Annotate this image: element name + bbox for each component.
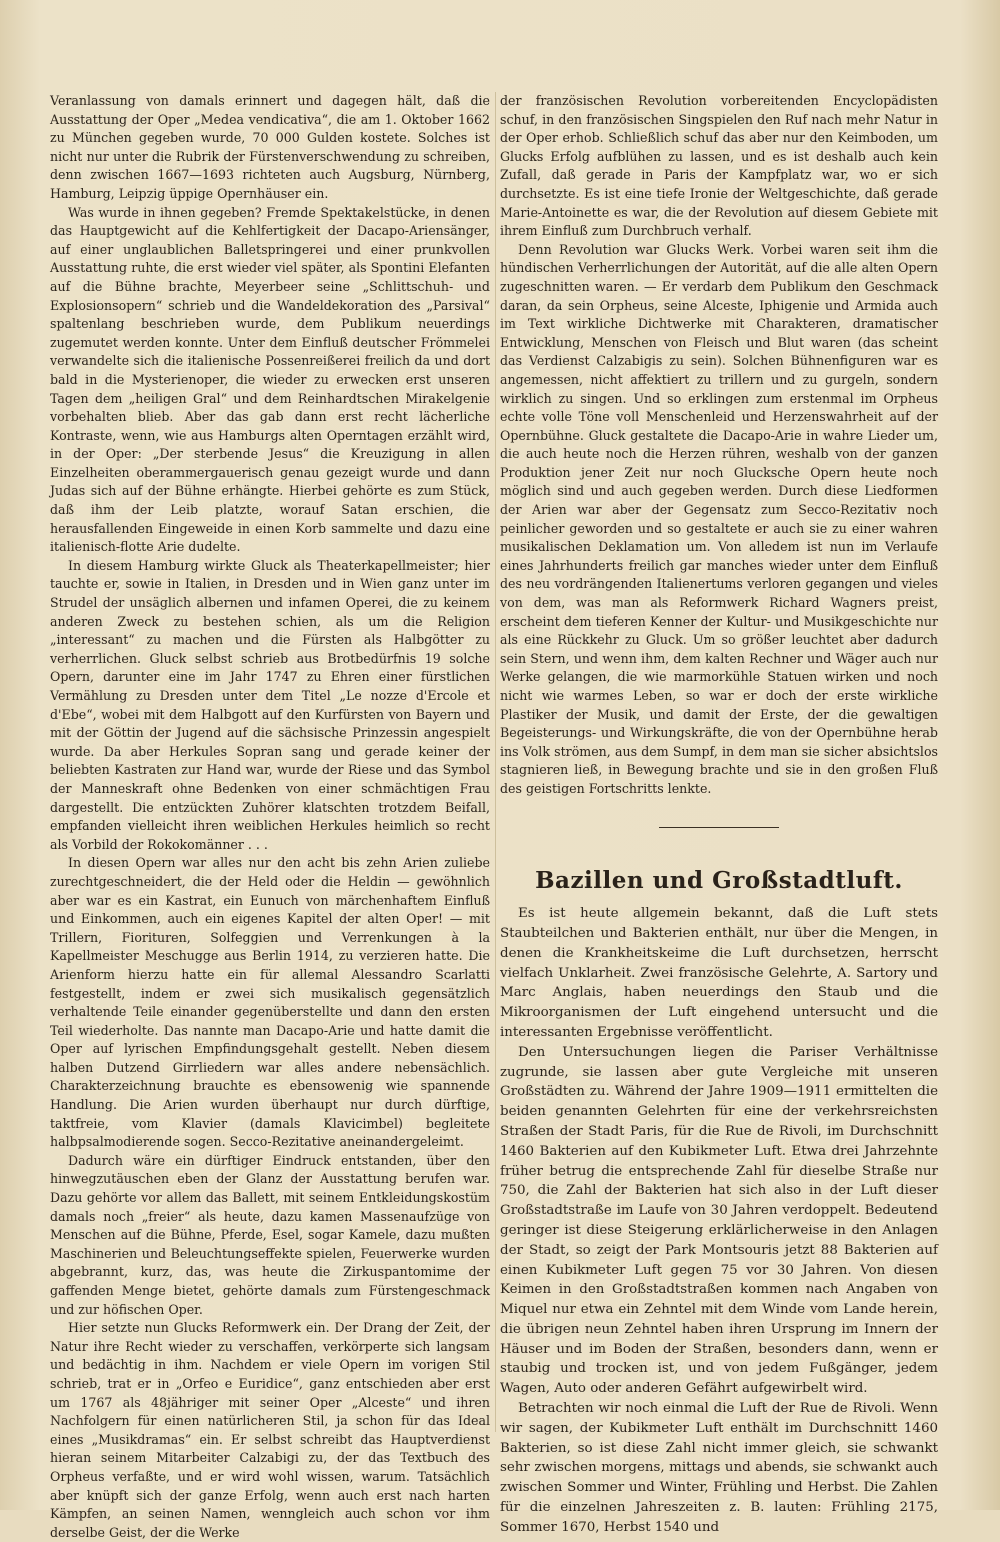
article-headline: Bazillen und Großstadtluft. bbox=[535, 866, 903, 894]
section-divider bbox=[659, 827, 779, 828]
left-paragraph-4: In diesen Opern war alles nur den acht bis zehn Arien zuliebe zurechtgeschneidert, die der Held oder die Heldin — gewöhnlich aber war es ein Kastrat, ein Eunuch von märchenhaftem Einfluß und Einkommen, auch ein eigenes Kapitel der alten Oper! — mit Trillern, Fiorituren, Solfeggien und Verrenkungen à la Kapellmeister Meschugge aus Berlin 1914, zu verzieren hatte. Die Arienform hierzu hatte ein für allemal Alessandro Scarlatti festgestellt, indem er zwei sich musikalisch gegensätzlich verhaltende Teile einander gegenüberstellte und dann den ersten Teil wiederholte. Das nannte man Dacapo-Arie und hatte damit die Oper auf lyrischen Empfindungsgehalt gestellt. Neben diesem halben Dutzend Girrliedern war alles andere nebensächlich. Charakterzeichnung brauchte es ebensowenig wie spannende Handlung. Die Arien wurden überhaupt nur durch dürftige, taktfreie, vom Klavier (damals Klavicimbel) begleitete halbpsalmodierende sogen. Secco-Rezitative aneinandergeleimt. bbox=[50, 855, 490, 1150]
left-paragraph-3: In diesem Hamburg wirkte Gluck als Theaterkapellmeister; hier tauchte er, sowie in Italien, in Dresden und in Wien ganz unter im Strudel der unsäglich albernen und infamen Operei, die zu keinem anderen Zweck zu bestehen schien, als um die Religion „interessant“ zu machen und die Fürsten als Halbgötter zu verherrlichen. Gluck selbst schrieb aus Brotbedürfnis 19 solche Opern, darunter eine im Jahr 1747 zu Ehren einer fürstlichen Vermählung zu Dresden unter dem Titel „Le nozze d'Ercole et d'Ebe“, wobei mit dem Halbgott auf den Kurfürsten von Bayern und mit der Göttin der Jugend auf die sächsische Prinzessin angespielt wurde. Da aber Herkules Sopran sang und gerade keiner der beliebten Kastraten zur Hand war, wurde der Riese und das Symbol der Manneskraft ohne Bedenken von einer schmächtigen Frau dargestellt. Die entzückten Zuhörer klatschten trotzdem Beifall, empfanden vielleicht ihren weiblichen Herkules heimlich so recht als Vorbild der Rokokomänner . . . bbox=[50, 557, 490, 852]
left-paragraph-5: Dadurch wäre ein dürftiger Eindruck entstanden, über den hinwegzutäuschen eben der Glanz der Ausstattung berufen war. Dazu gehörte vor allem das Ballett, mit seinem Entkleidungskostüm damals noch „freier“ als heute, dazu kamen Massenaufzüge von Menschen auf die Bühne, Pferde, Esel, sogar Kamele, dazu mußten Maschinerien und Beleuchtungseffekte spielen, Feuerwerke wurden abgebrannt, kurz, das, was heute die Zirkuspantomime der gaffenden Menge bietet, gehörte damals zum Fürstengeschmack und zur höfischen Oper. bbox=[50, 1152, 490, 1317]
article-paragraph-3: Betrachten wir noch einmal die Luft der Rue de Rivoli. Wenn wir sagen, der Kubikmeter Luft enthält im Durchschnitt 1460 Bakterien, so ist diese Zahl nicht immer gleich, sie schwankt sehr zwischen morgens, mittags und abends, sie schwankt auch zwischen Sommer und Winter, Frühling und Herbst. Die Zahlen für die einzelnen Jahreszeiten z. B. lauten: Frühling 2175, Sommer 1670, Herbst 1540 und bbox=[500, 1401, 938, 1535]
left-paragraph-2: Was wurde in ihnen gegeben? Fremde Spektakelstücke, in denen das Hauptgewicht auf die Kehlfertigkeit der Dacapo-Ariensänger, auf einer unglaublichen Balletspringerei und einer prunkvollen Ausstattung ruhte, die erst wieder viel später, als Spontini Elefanten auf die Bühne brachte, Meyerbeer seine „Schlittschuh- und Explosionsopern“ schrieb und die Wandeldekoration des „Parsival“ spaltenlang beschrieben wurde, dem Publikum neuerdings zugemutet werden konnte. Unter dem Einfluß deutscher Frömmelei verwandelte sich die italienische Possenreißerei freilich da und dort bald in die Mysterienoper, die wieder zu erwecken erst unseren Tagen dem „heiligen Gral“ und dem Reinhardtschen Mirakelgenie vorbehalten blieb. Aber das gab dann erst recht lächerliche Kontraste, wenn, wie aus Hamburgs alten Operntagen erzählt wird, in der Oper: „Der sterbende Jesus“ die Kreuzigung in allen Einzelheiten oberammergauerisch genau gezeigt wurde und dann Judas sich auf der Bühne erhängte. Hierbei gehörte es zum Stück, daß ihm der Leib platzte, worauf Satan erschien, die herausfallenden Eingeweide in einen Korb sammelte und dazu eine italienisch-flotte Arie dudelte. bbox=[50, 204, 490, 555]
left-paragraph-6: Hier setzte nun Glucks Reformwerk ein. Der Drang der Zeit, der Natur ihre Recht wieder zu verschaffen, verkörperte sich langsam und bedächtig in ihm. Nachdem er viele Opern im vorigen Stil schrieb, trat er in „Orfeo e Euridice“, ganz entschieden aber erst um 1767 als 48jähriger mit seiner Oper „Alceste“ und ihren Nachfolgern für einen natürlicheren Stil, ja schon für das Ideal eines „Musikdramas“ ein. Er selbst schreibt das Hauptverdienst hieran seinem Mitarbeiter Calzabigi zu, der das Textbuch des Orpheus verfaßte, und er wird wohl wissen, warum. Tatsächlich aber knüpft sich der ganze Erfolg, wenn auch erst nach harten Kämpfen, an seinen Namen, wenngleich auch schon vor ihm derselbe Geist, der die Werke bbox=[50, 1320, 490, 1540]
right-paragraph-2: Denn Revolution war Glucks Werk. Vorbei waren seit ihm die hündischen Verherrlichungen der Autorität, auf die alle alten Opern zugeschnitten waren. — Er verdarb dem Publikum den Geschmack daran, da sein Orpheus, seine Alceste, Iphigenie und Armida auch im Text wirkliche Dichtwerke mit Charakteren, dramatischer Entwicklung, Menschen von Fleisch und Blut waren (das scheint das Verdienst Calzabigis zu sein). Solchen Bühnenfiguren war es angemessen, nicht affektiert zu trillern und zu gurgeln, sondern wirklich zu singen. Und so erklingen zum erstenmal im Orpheus echte volle Töne voll Menschenleid und Herzenswahrheit auf der Opernbühne. Gluck gestaltete die Dacapo-Arie in wahre Lieder um, die auch heute noch die Herzen rühren, weshalb von der ganzen Produktion jener Zeit nur noch Glucksche Opern heute noch möglich sind und auch gegeben werden. Durch diese Liedformen der Arien war aber der Gegensatz zum Secco-Rezitativ noch peinlicher geworden und so gestaltete er auch sie zu einer wahren musikalischen Deklamation um. Von alledem ist nun im Verlaufe eines Jahrhunderts freilich gar manches wieder unter dem Einfluß des neu vordrängenden Italienertums verloren gegangen und vieles von dem, was man als Reformwerk Richard Wagners preist, erscheint dem tieferen Kenner der Kultur- und Musikgeschichte nur als eine Rückkehr zu Gluck. Um so größer leuchtet aber dadurch sein Stern, und wenn ihm, dem kalten Rechner und Wäger auch nur Werke gelangen, die wie marmorkühle Statuen wirken und noch nicht wie warmes Leben, so war er doch der erste wirkliche Plastiker der Musik, und damit der Erste, der die gewaltigen Begeisterungs- und Wirkungskräfte, die von der Opernbühne herab ins Volk strömen, aus dem Sumpf, in dem man sie sicher absichtslos stagnieren ließ, in Bewegung brachte und sie in den großen Fluß des geistigen Fortschritts lenkte. bbox=[500, 241, 938, 796]
left-column bbox=[50, 92, 490, 1542]
right-column bbox=[500, 92, 938, 1538]
article-paragraph-2: Den Untersuchungen liegen die Pariser Verhältnisse zugrunde, sie lassen aber gute Vergleiche mit unseren Großstädten zu. Während der Jahre 1909—1911 ermittelten die beiden genannten Gelehrten für eine der verkehrsreichsten Straßen der Stadt Paris, für die Rue de Rivoli, im Durchschnitt 1460 Bakterien auf den Kubikmeter Luft. Etwa drei Jahrzehnte früher betrug die entsprechende Zahl für dieselbe Straße nur 750, die Zahl der Bakterien hat sich also in der Luft dieser Großstadtstraße im Laufe von 30 Jahren verdoppelt. Bedeutend geringer ist diese Steigerung erklärlicherweise in den Anlagen der Stadt, so zeigt der Park Montsouris jetzt 88 Bakterien auf einen Kubikmeter Luft gegen 75 vor 30 Jahren. Von diesen Keimen in den Großstadtstraßen kommen nach Angaben von Miquel nur etwa ein Zehntel mit dem Winde vom Lande herein, die übrigen neun Zehntel haben ihren Ursprung im Innern der Häuser und im Boden der Straßen, besonders dann, wenn er staubig und trocken ist, und von jedem Fußgänger, jedem Wagen, Auto oder anderen Gefährt aufgewirbelt wird. bbox=[500, 1044, 938, 1397]
left-paragraph-1: Veranlassung von damals erinnert und dagegen hält, daß die Ausstattung der Oper „Medea vendicativa“, die am 1. Oktober 1662 zu München gegeben wurde, 70 000 Gulden kostete. Solches ist nicht nur unter die Rubrik der Fürstenverschwendung zu schreiben, denn zwischen 1667—1693 richteten auch Augsburg, Nürnberg, Hamburg, Leipzig üppige Opernhäuser ein. bbox=[50, 93, 490, 201]
article-paragraph-1: Es ist heute allgemein bekannt, daß die Luft stets Staubteilchen und Bakterien enthält, nur über die Mengen, in denen die Krankheitskeime die Luft durchsetzen, herrscht vielfach Unklarheit. Zwei französische Gelehrte, A. Sartory und Marc Anglais, haben neuerdings den Staub und die Mikroorganismen der Luft eingehend untersucht und die interessanten Ergebnisse veröffentlicht. bbox=[500, 906, 938, 1040]
column-divider bbox=[495, 92, 496, 1432]
right-paragraph-1: der französischen Revolution vorbereitenden Encyclopädisten schuf, in den französischen Singspielen den Ruf nach mehr Natur in der Oper erhob. Schließlich schuf das aber nur den Keimboden, um Glucks Erfolg aufblühen zu lassen, und es ist deshalb auch kein Zufall, daß gerade in Paris der Kampfplatz war, wo er sich durchsetzte. Es ist eine tiefe Ironie der Weltgeschichte, daß gerade Marie-Antoinette es war, die der Revolution auf diesem Gebiete mit ihrem Einfluß zum Durchbruch verhalf. bbox=[500, 93, 938, 239]
article-bazillen bbox=[500, 866, 938, 1538]
